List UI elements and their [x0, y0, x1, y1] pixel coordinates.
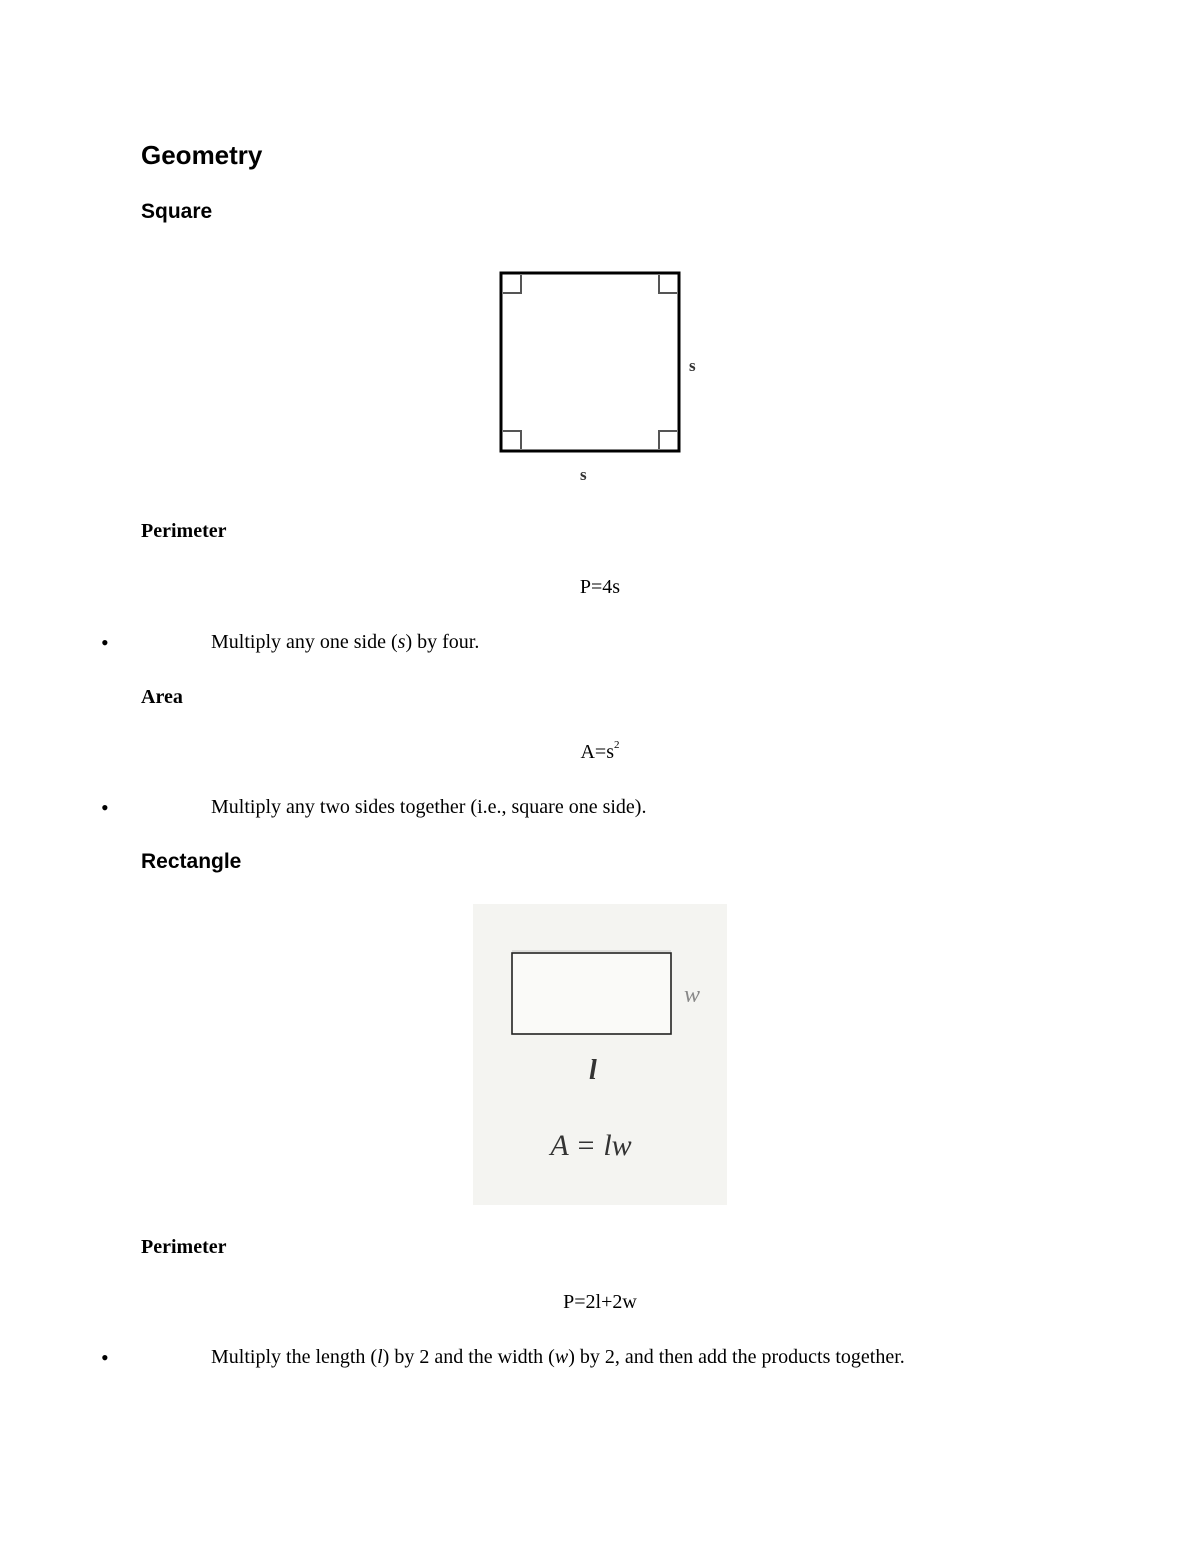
- rectangle-outline: [512, 953, 671, 1034]
- square-perimeter-heading: Perimeter: [141, 520, 227, 542]
- square-outline: [501, 273, 679, 451]
- bullet-glyph: •: [101, 795, 109, 820]
- square-area-bullet: Multiply any two sides together (i.e., square one side).: [211, 796, 647, 818]
- square-heading: Square: [141, 200, 213, 223]
- page-title: Geometry: [141, 140, 263, 170]
- square-figure: [490, 262, 710, 492]
- square-side-label-right: s: [689, 356, 696, 375]
- rectangle-perimeter-heading: Perimeter: [141, 1236, 227, 1258]
- rectangle-figure: [473, 904, 727, 1205]
- square-area-heading: Area: [141, 686, 183, 708]
- square-side-label-bottom: s: [580, 465, 587, 484]
- rectangle-length-label: l: [589, 1055, 597, 1086]
- rectangle-width-label: w: [684, 982, 701, 1008]
- square-area-formula: $A=s^2$: [580, 739, 620, 763]
- bullet-glyph: •: [101, 630, 109, 655]
- square-perimeter-bullet: Multiply any one side (s) by four.: [211, 631, 480, 653]
- rectangle-perimeter-formula: P=2l+2w: [563, 1291, 637, 1313]
- rectangle-perimeter-bullet: Multiply the length (l) by 2 and the width (w) by 2, and then add the products together.: [211, 1346, 905, 1368]
- rectangle-heading: Rectangle: [141, 850, 242, 873]
- square-perimeter-formula: P=4s: [579, 576, 621, 598]
- bullet-glyph: •: [101, 1345, 109, 1370]
- rectangle-area-formula: A = lw: [550, 1129, 632, 1162]
